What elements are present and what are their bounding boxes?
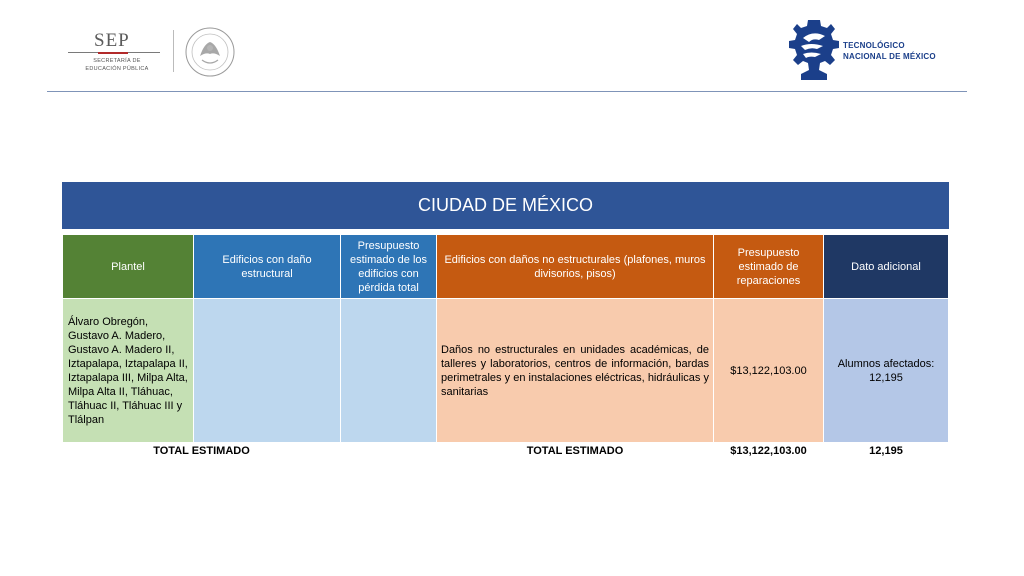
tecnm-gear-icon [789, 18, 839, 82]
cell-presupuesto-reparaciones: $13,122,103.00 [714, 299, 823, 442]
sep-wordmark: SEP [94, 30, 130, 51]
header-plantel: Plantel [63, 235, 193, 298]
cell-danios-no-estructurales [437, 299, 713, 442]
tecnm-logo [789, 18, 959, 84]
total-alumnos: 12,195 [869, 445, 903, 457]
tecnm-wordmark: TECNOLÓGICO NACIONAL DE MÉXICO [843, 41, 936, 61]
total-label-left: TOTAL ESTIMADO [153, 445, 250, 457]
header-presupuesto-perdida-total: Presupuesto estimado de los edificios con pérdida total [341, 235, 436, 298]
sep-rule-accent [98, 52, 128, 54]
mexico-seal-icon [184, 26, 236, 78]
cell-dato-adicional: Alumnos afectados: 12,195 [824, 299, 948, 442]
header-rule [47, 91, 967, 92]
total-label-right: TOTAL ESTIMADO [526, 445, 624, 457]
header-presupuesto-reparaciones: Presupuesto estimado de reparaciones [714, 235, 823, 298]
cell-plantel: Álvaro Obregón, Gustavo A. Madero, Gustavo A. Madero II, Iztapalapa, Iztapalapa II, Iztapalapa III, Milpa Alta, Milpa Alta II, Tláhuac, Tláhuac II, Tláhuac III y Tlálpan [63, 299, 193, 442]
total-presupuesto: $13,122,103.00 [730, 445, 807, 457]
cell-danio-estructural [194, 299, 340, 442]
header-dato-adicional: Dato adicional [824, 235, 948, 298]
cell-presupuesto-perdida-total [341, 299, 436, 442]
header-divider [173, 30, 174, 72]
cell-danios-text: Daños no estructurales en unidades académicas, de talleres y laboratorios, centros de información, bardas perimetrales y en instalaciones eléctricas, hidráulicas y sanitarias [441, 343, 709, 398]
header-danio-estructural: Edificios con daño estructural [194, 235, 340, 298]
sep-subtitle: SECRETARÍA DE EDUCACIÓN PÚBLICA [85, 58, 149, 72]
sep-logo [68, 30, 162, 74]
table-title: CIUDAD DE MÉXICO [62, 182, 949, 229]
header-danios-no-estructurales: Edificios con daños no estructurales (plafones, muros divisorios, pisos) [437, 235, 713, 298]
